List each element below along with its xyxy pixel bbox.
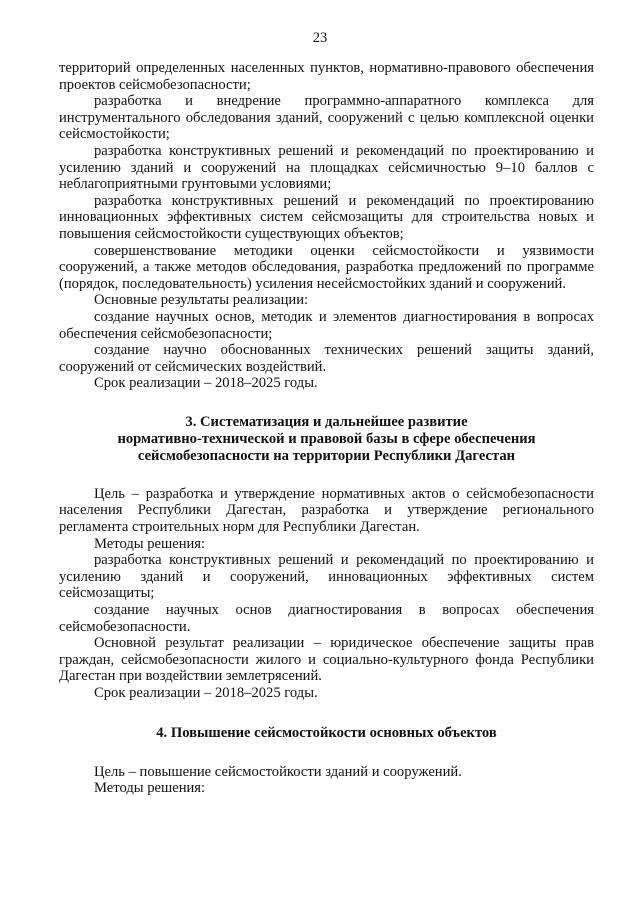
paragraph: Срок реализации – 2018–2025 годы. — [94, 375, 318, 392]
paragraph: совершенствование методики оценки сейсмостойкости и уязвимости сооружений, а также методов обследования, разработка предложений по программе (порядок, последовательность) усиления несейсмостойких зданий и сооружений. — [59, 242, 594, 292]
paragraph: Методы решения: — [94, 780, 206, 797]
section-3-heading-line: нормативно-технической и правовой базы в сфере обеспечения — [117, 430, 536, 447]
section-3-heading-line: сейсмобезопасности на территории Республики Дагестан — [137, 447, 516, 464]
paragraph: разработка и внедрение программно-аппаратного комплекса для инструментального обследования зданий, сооружений с целью комплексной оценки сейсмостойкости; — [59, 93, 594, 143]
paragraph: создание научных основ диагностирования в вопросах обеспечения сейсмобезопасности. — [59, 602, 594, 635]
paragraph: создание научных основ, методик и элементов диагностирования в вопросах обеспечения сейсмобезопасности; — [59, 308, 594, 342]
paragraph: Основные результаты реализации: — [94, 292, 309, 309]
section-3-heading — [59, 414, 594, 465]
paragraph: разработка конструктивных решений и рекомендаций по проектированию и усилению зданий и сооружений на площадках сейсмичностью 9–10 баллов с неблагоприятными грунтовыми условиями; — [59, 142, 594, 193]
paragraph: создание научно обоснованных технических решений защиты зданий, сооружений от сейсмических воздействий. — [59, 342, 594, 375]
paragraph: Основной результат реализации – юридическое обеспечение защиты прав граждан, сейсмобезопасности жилого и социально-культурного фонда Республики Дагестан при воздействии землетрясений. — [59, 635, 594, 685]
paragraph: Цель – повышение сейсмостойкости зданий и сооружений. — [94, 763, 462, 780]
paragraph: Методы решения: — [94, 535, 206, 552]
paragraph: Срок реализации – 2018–2025 годы. — [94, 685, 318, 701]
page-content — [59, 60, 594, 797]
section-3-heading-line: 3. Систематизация и дальнейшее развитие — [185, 413, 468, 430]
paragraph: территорий определенных населенных пунктов, нормативно-правового обеспечения проектов сейсмобезопасности; — [59, 60, 594, 93]
page-number: 23 — [312, 30, 328, 46]
paragraph: разработка конструктивных решений и рекомендаций по проектированию и усилению зданий и сооружений, инновационных эффективных систем сейсмозащиты; — [59, 552, 594, 602]
paragraph: Цель – разработка и утверждение нормативных актов о сейсмобезопасности населения Республики Дагестан, разработка и утверждение регионального регламента строительных норм для Республики Дагестан. — [59, 485, 594, 536]
paragraph: разработка конструктивных решений и рекомендаций по проектированию инновационных эффективных систем сейсмозащиты для строительства новых и повышения сейсмостойкости существующих объектов; — [59, 192, 594, 242]
section-4-heading: 4. Повышение сейсмостойкости основных объектов — [156, 724, 497, 741]
